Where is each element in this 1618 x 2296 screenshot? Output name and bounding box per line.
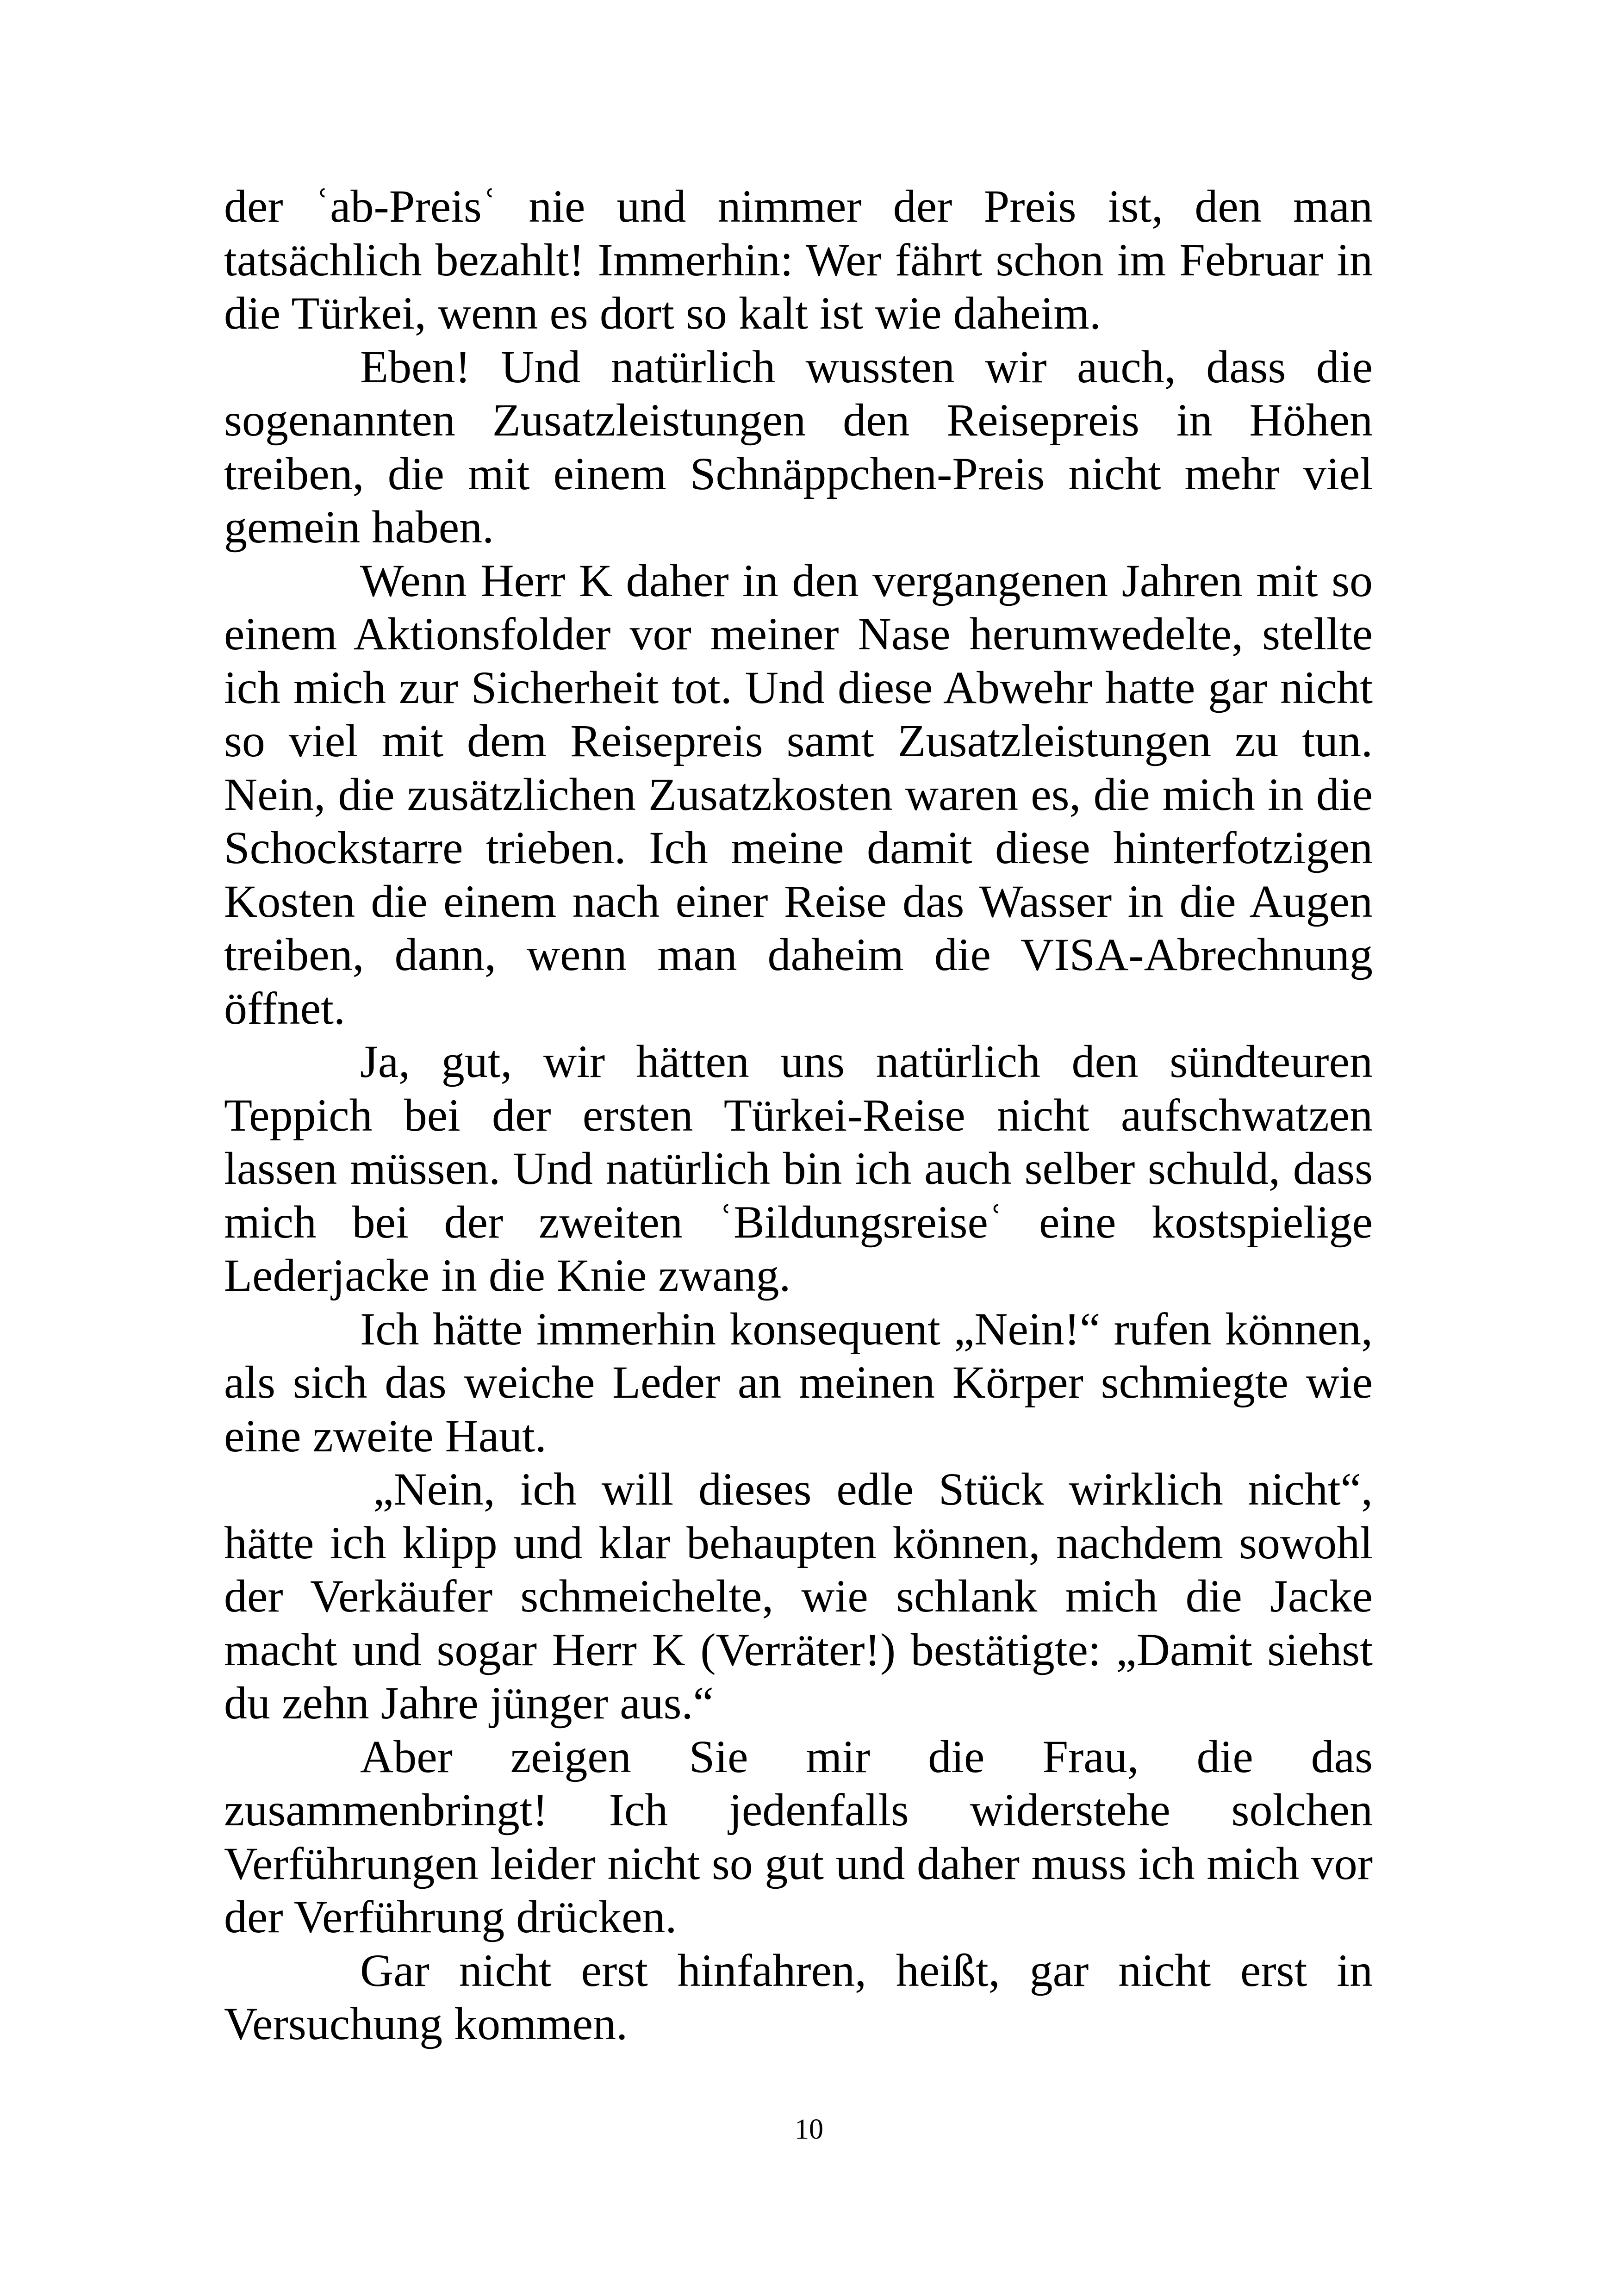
- paragraph-4: Ja, gut, wir hätten uns natürlich den sündteuren Teppich bei der ersten Türkei-Reise nicht aufschwatzen lassen müssen. Und natürlich bin ich auch selber schuld, dass mich bei der zweiten ʿBildungsreiseʿ eine kostspielige Lederjacke in die Knie zwang.: [224, 1036, 1373, 1301]
- paragraph-8: Gar nicht erst hinfahren, heißt, gar nicht erst in Versuchung kommen.: [224, 1944, 1373, 2049]
- paragraph-7: Aber zeigen Sie mir die Frau, die das zusammenbringt! Ich jedenfalls widerstehe solchen Verführungen leider nicht so gut und daher muss ich mich vor der Verführung drücken.: [224, 1730, 1373, 1942]
- paragraph-5: Ich hätte immerhin konsequent „Nein!“ rufen können, als sich das weiche Leder an meinen Körper schmiegte wie eine zweite Haut.: [224, 1303, 1373, 1462]
- paragraph-3: Wenn Herr K daher in den vergangenen Jahren mit so einem Aktionsfolder vor meiner Nase herumwedelte, stellte ich mich zur Sicherheit tot. Und diese Abwehr hatte gar nicht so viel mit dem Reisepreis samt Zusatzleistungen zu tun. Nein, die zusätzlichen Zusatzkosten waren es, die mich in die Schockstarre trieben. Ich meine damit diese hinterfotzigen Kosten die einem nach einer Reise das Wasser in die Augen treiben, dann, wenn man daheim die VISA-Abrechnung öffnet.: [224, 554, 1373, 1034]
- paragraph-1: der ʿab-Preisʿ nie und nimmer der Preis ist, den man tatsächlich bezahlt! Immerhin: Wer fährt schon im Februar in die Türkei, wenn es dort so kalt ist wie daheim.: [224, 180, 1373, 339]
- paragraph-6: „Nein, ich will dieses edle Stück wirklich nicht“, hätte ich klipp und klar behaupten können, nachdem sowohl der Verkäufer schmeichelte, wie schlank mich die Jacke macht und sogar Herr K (Verräter!) bestätigte: „Damit siehst du zehn Jahre jünger aus.“: [224, 1463, 1373, 1729]
- body-text: [224, 180, 1373, 2051]
- page-number: 10: [795, 2114, 823, 2145]
- paragraph-2: Eben! Und natürlich wussten wir auch, dass die sogenannten Zusatzleistungen den Reisepreis in Höhen treiben, die mit einem Schnäppchen-Preis nicht mehr viel gemein haben.: [224, 341, 1373, 553]
